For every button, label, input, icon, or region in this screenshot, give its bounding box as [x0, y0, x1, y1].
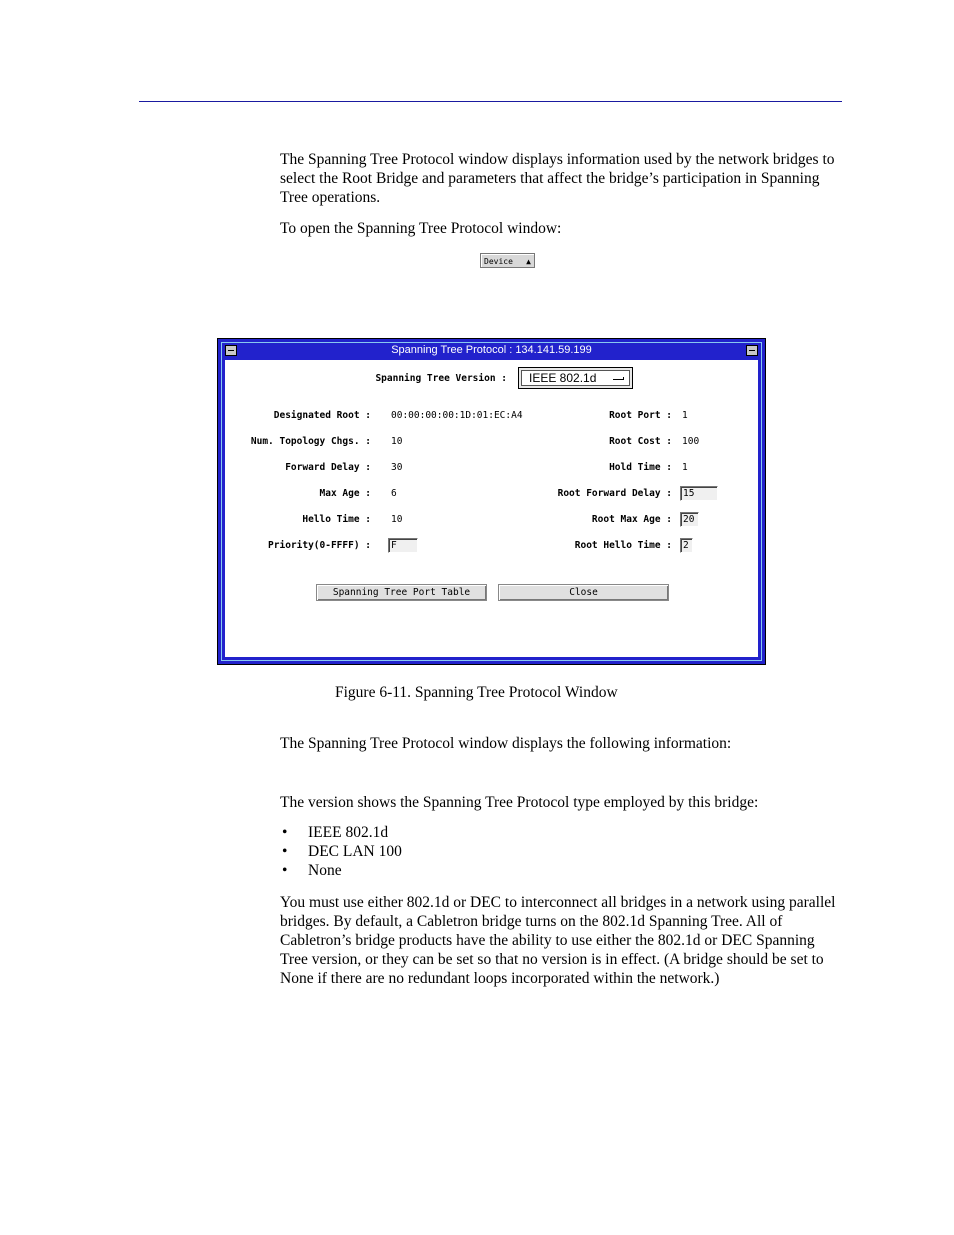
version-select[interactable] — [518, 367, 633, 389]
root-port-value: 1 — [682, 410, 688, 421]
device-button[interactable] — [480, 253, 535, 268]
forward-delay-value: 30 — [391, 462, 403, 473]
designated-root-label: Designated Root : — [273, 410, 371, 421]
minus-icon — [228, 350, 234, 351]
hello-time-label: Hello Time : — [302, 514, 371, 525]
root-port-label: Root Port : — [609, 410, 672, 421]
priority-field[interactable]: F — [388, 538, 418, 553]
list-item: • IEEE 802.1d — [280, 823, 402, 842]
up-arrow-icon: ▲ — [526, 257, 531, 266]
designated-root-value: 00:00:00:00:1D:01:EC:A4 — [391, 410, 523, 421]
header-rule — [139, 101, 842, 102]
root-forward-delay-label: Root Forward Delay : — [557, 488, 672, 499]
hold-time-value: 1 — [682, 462, 688, 473]
root-max-age-field[interactable]: 20 — [680, 512, 699, 527]
root-hello-time-field[interactable]: 2 — [680, 538, 693, 553]
port-table-button[interactable]: Spanning Tree Port Table — [316, 584, 487, 601]
root-forward-delay-field[interactable]: 15 — [680, 486, 718, 501]
open-instruction: To open the Spanning Tree Protocol window: — [280, 220, 562, 237]
root-cost-value: 100 — [682, 436, 700, 447]
topology-changes-value: 10 — [391, 436, 403, 447]
window-title: Spanning Tree Protocol : 134.141.59.199 — [222, 343, 761, 358]
root-max-age-label: Root Max Age : — [591, 514, 672, 525]
priority-label: Priority(0-FFFF) : — [268, 540, 371, 551]
root-hello-time-label: Root Hello Time : — [574, 540, 672, 551]
closing-paragraph: You must use either 802.1d or DEC to interconnect all bridges in a network using parallel bridges. By default, a Cabletron bridge turns on the 802.1d Spanning Tree. All of Cabletron’s bridge products have the ability to use either the 802.1d or DEC Spanning Tree version, or they can be set so that no version is in effect. (A bridge should be set to None if there are no redundant loops incorporated within the network.) — [280, 894, 836, 987]
close-button[interactable]: Close — [498, 584, 669, 601]
list-item: • DEC LAN 100 — [280, 842, 402, 861]
window-menu-button[interactable] — [225, 345, 237, 356]
info-intro: The Spanning Tree Protocol window displays the following information: — [280, 735, 732, 752]
dropdown-indicator-icon — [613, 377, 624, 380]
window-client — [225, 360, 758, 657]
intro-paragraph: The Spanning Tree Protocol window displays information used by the network bridges to select the Root Bridge and parameters that affect the bridge’s participation in Spanning Tree operations. — [280, 151, 835, 206]
topology-changes-label: Num. Topology Chgs. : — [250, 436, 371, 447]
window-minimize-button[interactable] — [746, 345, 758, 356]
minus-icon — [749, 350, 755, 351]
max-age-value: 6 — [391, 488, 397, 499]
version-select-value: IEEE 802.1d — [521, 370, 630, 386]
version-description: The version shows the Spanning Tree Protocol type employed by this bridge: — [280, 794, 759, 811]
hello-time-value: 10 — [391, 514, 403, 525]
device-button-label: Device — [484, 257, 513, 266]
max-age-label: Max Age : — [319, 488, 371, 499]
spanning-tree-window — [217, 338, 766, 665]
forward-delay-label: Forward Delay : — [285, 462, 371, 473]
list-item: • None — [280, 861, 402, 880]
version-label: Spanning Tree Version : — [375, 373, 507, 384]
version-list — [280, 823, 402, 880]
root-cost-label: Root Cost : — [609, 436, 672, 447]
figure-caption: Figure 6-11. Spanning Tree Protocol Window — [335, 684, 618, 701]
hold-time-label: Hold Time : — [609, 462, 672, 473]
